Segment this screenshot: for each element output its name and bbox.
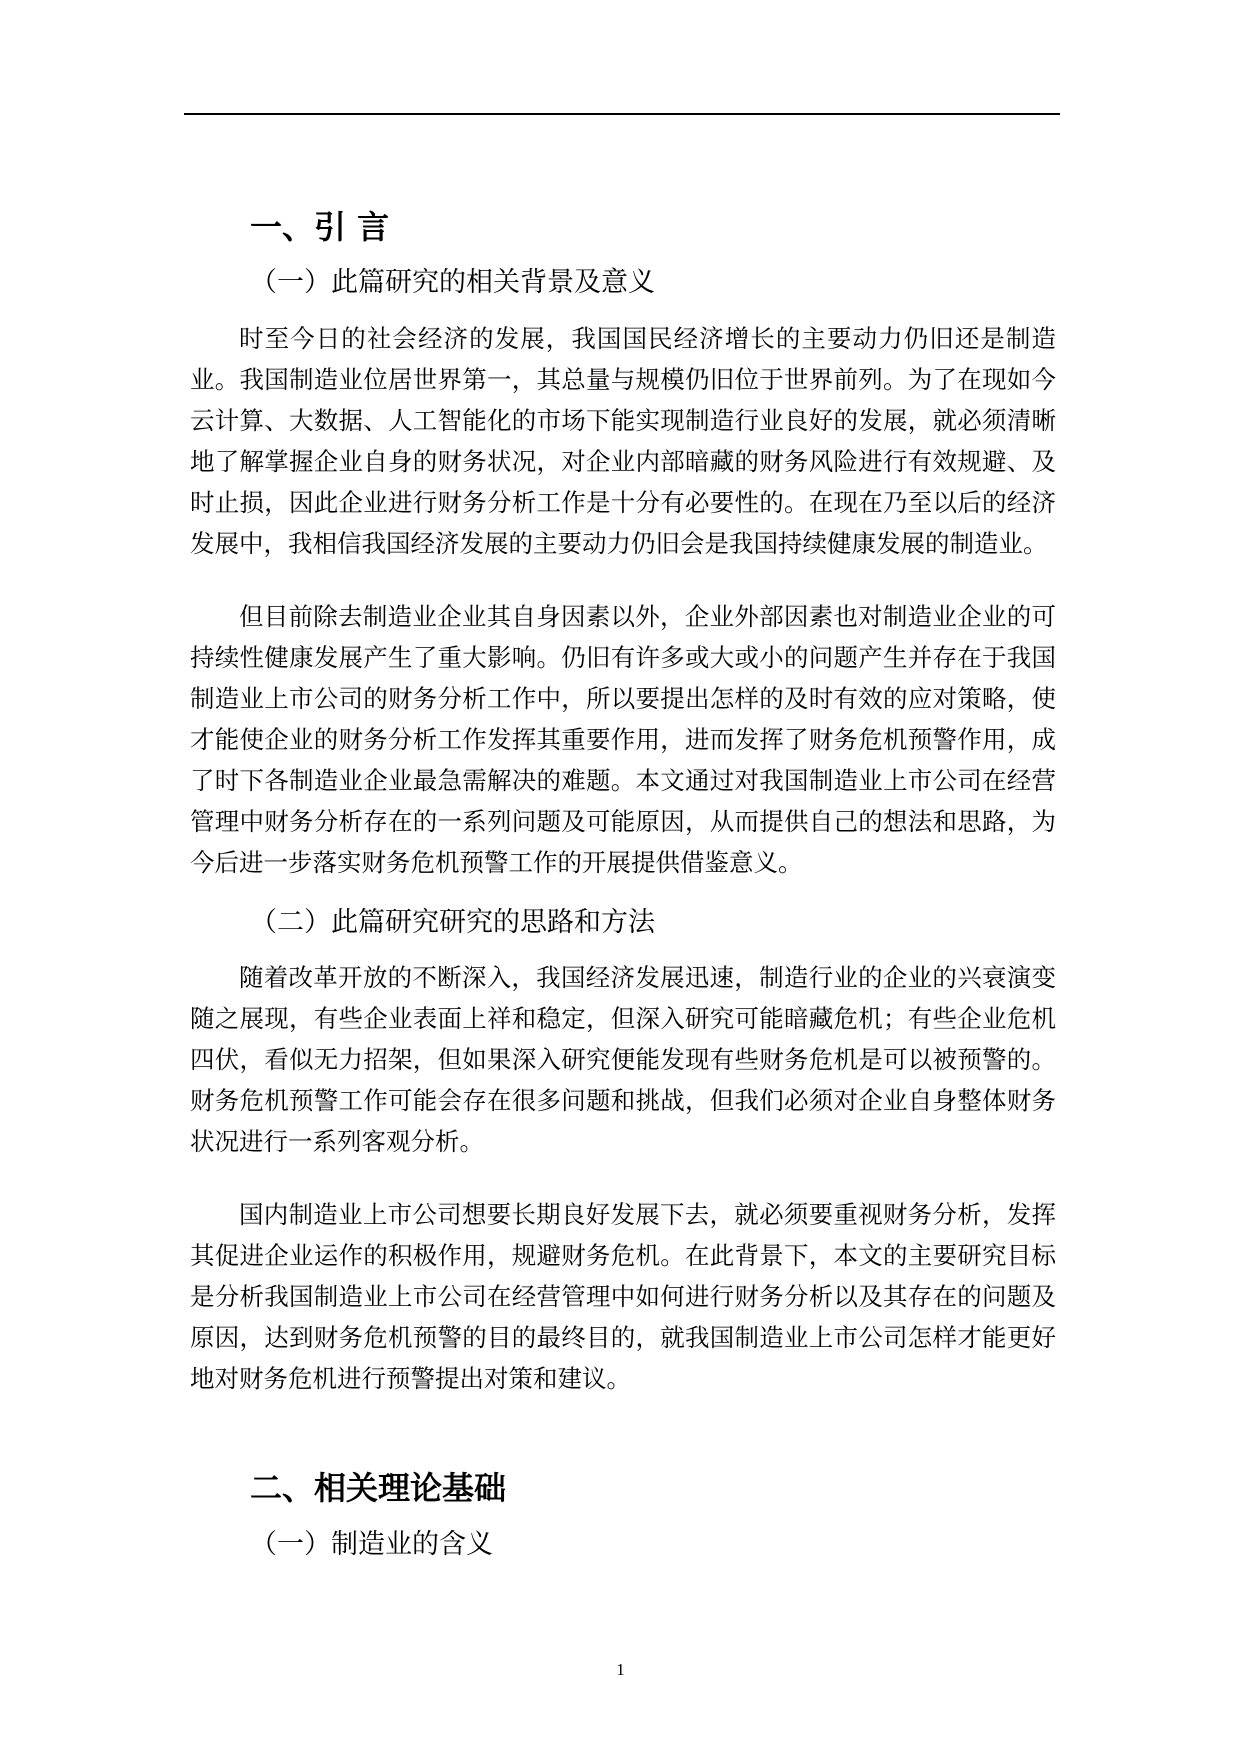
header-rule xyxy=(184,113,1060,115)
subsection-heading-method: （二）此篇研究研究的思路和方法 xyxy=(250,907,655,938)
subsection-heading-manufacturing-definition: （一）制造业的含义 xyxy=(250,1529,493,1560)
page-number: 1 xyxy=(616,1660,625,1679)
paragraph-method-2: 国内制造业上市公司想要长期良好发展下去，就必须要重视财务分析，发挥其促进企业运作的积极作用，规避财务危机。在此背景下，本文的主要研究目标是分析我国制造业上市公司在经营管理中如何进行财务分析以及其存在的问题及原因，达到财务危机预警的目的最终目的，就我国制造业上市公司怎样才能更好地对财务危机进行预警提出对策和建议。 xyxy=(190,1200,1056,1393)
paragraph-method-1: 随着改革开放的不断深入，我国经济发展迅速，制造行业的企业的兴衰演变随之展现，有些企业表面上祥和稳定，但深入研究可能暗藏危机；有些企业危机四伏，看似无力招架，但如果深入研究便能发现有些财务危机是可以被预警的。财务危机预警工作可能会存在很多问题和挑战，但我们必须对企业自身整体财务状况进行一系列客观分析。 xyxy=(190,963,1056,1156)
subsection-heading-background: （一）此篇研究的相关背景及意义 xyxy=(250,267,655,298)
section-heading-introduction: 一、引 言 xyxy=(250,208,390,246)
paragraph-background-1: 时至今日的社会经济的发展，我国国民经济增长的主要动力仍旧还是制造业。我国制造业位居世界第一，其总量与规模仍旧位于世界前列。为了在现如今云计算、大数据、人工智能化的市场下能实现制造行业良好的发展，就必须清晰地了解掌握企业自身的财务状况，对企业内部暗藏的财务风险进行有效规避、及时止损，因此企业进行财务分析工作是十分有必要性的。在现在乃至以后的经济发展中，我相信我国经济发展的主要动力仍旧会是我国持续健康发展的制造业。 xyxy=(190,324,1056,558)
section-heading-theory: 二、相关理论基础 xyxy=(250,1469,507,1507)
paragraph-background-2: 但目前除去制造业企业其自身因素以外，企业外部因素也对制造业企业的可持续性健康发展产生了重大影响。仍旧有许多或大或小的问题产生并存在于我国制造业上市公司的财务分析工作中，所以要提出怎样的及时有效的应对策略，使才能使企业的财务分析工作发挥其重要作用，进而发挥了财务危机预警作用，成了时下各制造业企业最急需解决的难题。本文通过对我国制造业上市公司在经营管理中财务分析存在的一系列问题及可能原因，从而提供自己的想法和思路，为今后进一步落实财务危机预警工作的开展提供借鉴意义。 xyxy=(190,602,1056,877)
